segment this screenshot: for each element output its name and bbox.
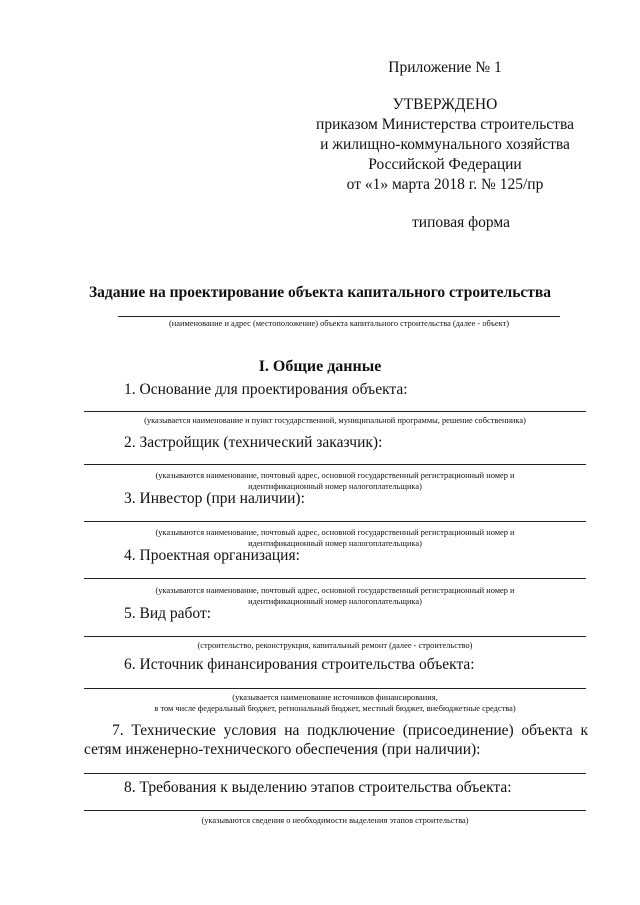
item-5-label: 5. Вид работ:	[124, 605, 212, 622]
order-line-4: от «1» марта 2018 г. № 125/пр	[346, 176, 544, 193]
item-7-label-line2: сетям инженерно-технического обеспечения (при наличии):	[84, 741, 481, 758]
item-6-caption-line2: в том числе федеральный бюджет, региональный бюджет, местный бюджет, внебюджетные средства)	[154, 704, 516, 713]
item-2-caption-line1: (указываются наименование, почтовый адрес, основной государственный регистрационный номер и	[155, 471, 515, 480]
item-1-caption: (указывается наименование и пункт государственной, муниципальной программы, решение собственника)	[144, 416, 526, 425]
section-title: I. Общие данные	[258, 358, 382, 375]
item-4-caption-line2: идентификационный номер налогоплательщика)	[248, 597, 422, 606]
appendix-label: Приложение № 1	[388, 59, 502, 76]
item-6-line	[84, 688, 586, 689]
item-4-line	[84, 578, 586, 579]
approved-label: УТВЕРЖДЕНО	[392, 96, 498, 113]
item-8-caption: (указываются сведения о необходимости выделения этапов строительства)	[201, 816, 469, 825]
item-2-line	[84, 464, 586, 465]
order-line-3: Российской Федерации	[368, 156, 522, 173]
order-line-1: приказом Министерства строительства	[316, 116, 574, 133]
item-3-caption-line1: (указываются наименование, почтовый адрес, основной государственный регистрационный номер и	[155, 528, 515, 537]
item-7-label	[112, 720, 588, 741]
item-3-caption-line2: идентификационный номер налогоплательщика)	[248, 539, 422, 548]
item-3-line	[84, 521, 586, 522]
item-7-label-line1: 7. Технические условия на подключение (присоединение) объекта к	[112, 722, 588, 739]
item-4-label: 4. Проектная организация:	[124, 547, 300, 564]
object-name-line	[118, 316, 560, 317]
item-8-label: 8. Требования к выделению этапов строительства объекта:	[124, 779, 512, 796]
item-2-label: 2. Застройщик (технический заказчик):	[124, 434, 383, 451]
item-1-line	[84, 411, 586, 412]
item-7-line	[84, 773, 586, 774]
item-2-caption-line2: идентификационный номер налогоплательщика)	[248, 482, 422, 491]
item-1-label: 1. Основание для проектирования объекта:	[124, 381, 408, 398]
item-8-line	[84, 810, 586, 811]
item-5-caption: (строительство, реконструкция, капитальный ремонт (далее - строительство)	[197, 641, 473, 650]
order-line-2: и жилищно-коммунального хозяйства	[320, 136, 570, 153]
document-title: Задание на проектирование объекта капитального строительства	[88, 284, 552, 301]
object-name-caption: (наименование и адрес (местоположение) объекта капитального строительства (далее - объект)	[168, 319, 510, 328]
form-type-label: типовая форма	[412, 214, 511, 231]
item-5-line	[84, 636, 586, 637]
item-6-label: 6. Источник финансирования строительства объекта:	[124, 656, 475, 673]
item-4-caption-line1: (указываются наименование, почтовый адрес, основной государственный регистрационный номер и	[155, 586, 515, 595]
item-6-caption-line1: (указывается наименование источников финансирования,	[232, 693, 438, 702]
approval-block	[300, 58, 590, 195]
item-3-label: 3. Инвестор (при наличии):	[124, 490, 305, 507]
